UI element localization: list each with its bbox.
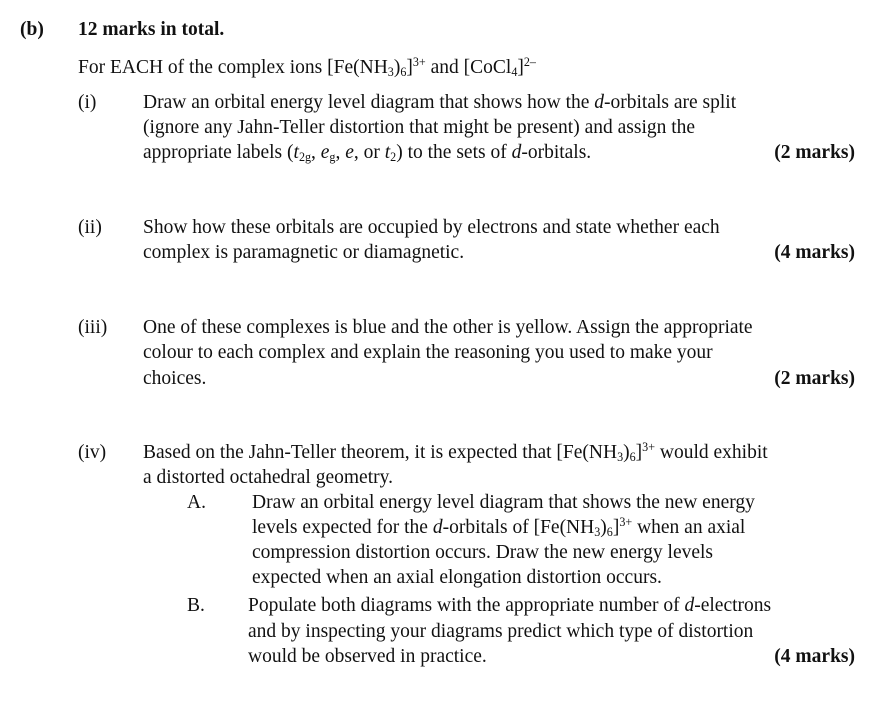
question-label-iii: (iii) bbox=[78, 317, 108, 338]
question-text-line bbox=[143, 142, 591, 164]
text-segment: ) bbox=[623, 442, 630, 463]
text-segment: -orbitals of [Fe(NH bbox=[442, 517, 595, 538]
text-segment: e bbox=[320, 142, 330, 163]
text-segment: colour to each complex and explain the reasoning you used to make your bbox=[143, 342, 713, 363]
subscript: 3 bbox=[594, 525, 601, 540]
question-text-line bbox=[143, 439, 768, 465]
text-segment: d bbox=[511, 142, 522, 163]
marks-label: (4 marks) bbox=[774, 242, 855, 263]
subscript: 4 bbox=[511, 65, 518, 80]
text-segment: compression distortion occurs. Draw the new energy levels bbox=[252, 542, 714, 563]
subpart-text-line bbox=[248, 646, 487, 668]
text-segment: ) bbox=[600, 517, 607, 538]
subscript: 2 bbox=[390, 150, 397, 165]
subscript: 6 bbox=[629, 450, 636, 465]
text-segment: a distorted octahedral geometry. bbox=[143, 467, 393, 488]
marks-label: (4 marks) bbox=[774, 646, 855, 667]
subscript: 3 bbox=[387, 65, 394, 80]
superscript: 3+ bbox=[619, 514, 633, 529]
subpart-text-line bbox=[252, 514, 746, 540]
text-segment: -orbitals are split bbox=[604, 92, 737, 113]
text-segment: d bbox=[684, 595, 695, 616]
question-text-line bbox=[143, 467, 393, 489]
text-segment: (ignore any Jahn-Teller distortion that might be present) and assign the bbox=[143, 117, 696, 138]
part-title: 12 marks in total. bbox=[78, 19, 225, 40]
text-segment: complex is paramagnetic or diamagnetic. bbox=[143, 242, 465, 263]
question-text-line bbox=[143, 92, 736, 114]
text-segment: would exhibit bbox=[655, 442, 768, 463]
text-segment: -electrons bbox=[694, 595, 772, 616]
text-segment: Show how these orbitals are occupied by electrons and state whether each bbox=[143, 217, 720, 238]
text-segment: , bbox=[311, 142, 321, 163]
text-segment: and [CoCl bbox=[425, 57, 512, 78]
text-segment: Draw an orbital energy level diagram that shows how the bbox=[143, 92, 595, 113]
text-segment: , bbox=[335, 142, 346, 163]
subpart-text-line bbox=[252, 567, 662, 589]
question-text-line bbox=[143, 368, 206, 390]
text-segment: choices. bbox=[143, 368, 207, 389]
text-segment: e bbox=[345, 142, 354, 163]
subscript: 6 bbox=[606, 525, 613, 540]
text-segment: appropriate labels ( bbox=[143, 142, 294, 163]
text-segment: levels expected for the bbox=[252, 517, 433, 538]
question-text-line bbox=[143, 317, 753, 339]
subpart-text-line bbox=[252, 492, 755, 514]
text-segment: would be observed in practice. bbox=[248, 646, 487, 667]
subscript: 6 bbox=[400, 65, 407, 80]
part-label: (b) bbox=[20, 19, 44, 40]
text-segment: ] bbox=[635, 442, 643, 463]
question-label-i: (i) bbox=[78, 92, 97, 113]
text-segment: d bbox=[594, 92, 605, 113]
text-segment: d bbox=[432, 517, 443, 538]
subpart-text-line bbox=[248, 595, 771, 617]
text-segment: , or bbox=[353, 142, 385, 163]
subscript: 3 bbox=[617, 450, 624, 465]
question-label-ii: (ii) bbox=[78, 217, 102, 238]
subscript: 2g bbox=[298, 150, 312, 165]
text-segment: Based on the Jahn-Teller theorem, it is expected that [Fe(NH bbox=[143, 442, 618, 463]
marks-label: (2 marks) bbox=[774, 368, 855, 389]
text-segment: t bbox=[384, 142, 391, 163]
text-segment: and by inspecting your diagrams predict which type of distortion bbox=[248, 621, 754, 642]
question-text-line bbox=[143, 242, 464, 264]
subpart-label-b: B. bbox=[187, 595, 205, 616]
question-text-line bbox=[143, 342, 713, 364]
text-segment: Draw an orbital energy level diagram that shows the new energy bbox=[252, 492, 755, 513]
text-segment: -orbitals. bbox=[521, 142, 592, 163]
question-label-iv: (iv) bbox=[78, 442, 107, 463]
superscript: 3+ bbox=[642, 439, 656, 454]
text-segment: ] bbox=[612, 517, 620, 538]
subpart-text-line bbox=[252, 542, 713, 564]
superscript: 3+ bbox=[412, 54, 426, 69]
superscript: 2– bbox=[523, 54, 536, 69]
text-segment: t bbox=[293, 142, 299, 163]
text-segment: One of these complexes is blue and the other is yellow. Assign the appropriate bbox=[143, 317, 753, 338]
text-segment: For EACH of the complex ions [Fe(NH bbox=[78, 57, 388, 78]
intro-text bbox=[78, 54, 536, 80]
text-segment: ] bbox=[406, 57, 413, 78]
marks-label: (2 marks) bbox=[774, 142, 855, 163]
text-segment: ) to the sets of bbox=[396, 142, 512, 163]
subpart-text-line bbox=[248, 621, 753, 643]
text-segment: ] bbox=[517, 57, 524, 78]
question-text-line bbox=[143, 117, 695, 139]
text-segment: Populate both diagrams with the appropriate number of bbox=[248, 595, 685, 616]
text-segment: expected when an axial elongation distortion occurs. bbox=[252, 567, 662, 588]
subpart-label-a: A. bbox=[187, 492, 206, 513]
question-text-line bbox=[143, 217, 720, 239]
text-segment: when an axial bbox=[632, 517, 746, 538]
text-segment: ) bbox=[393, 57, 401, 78]
subscript: g bbox=[329, 150, 336, 165]
